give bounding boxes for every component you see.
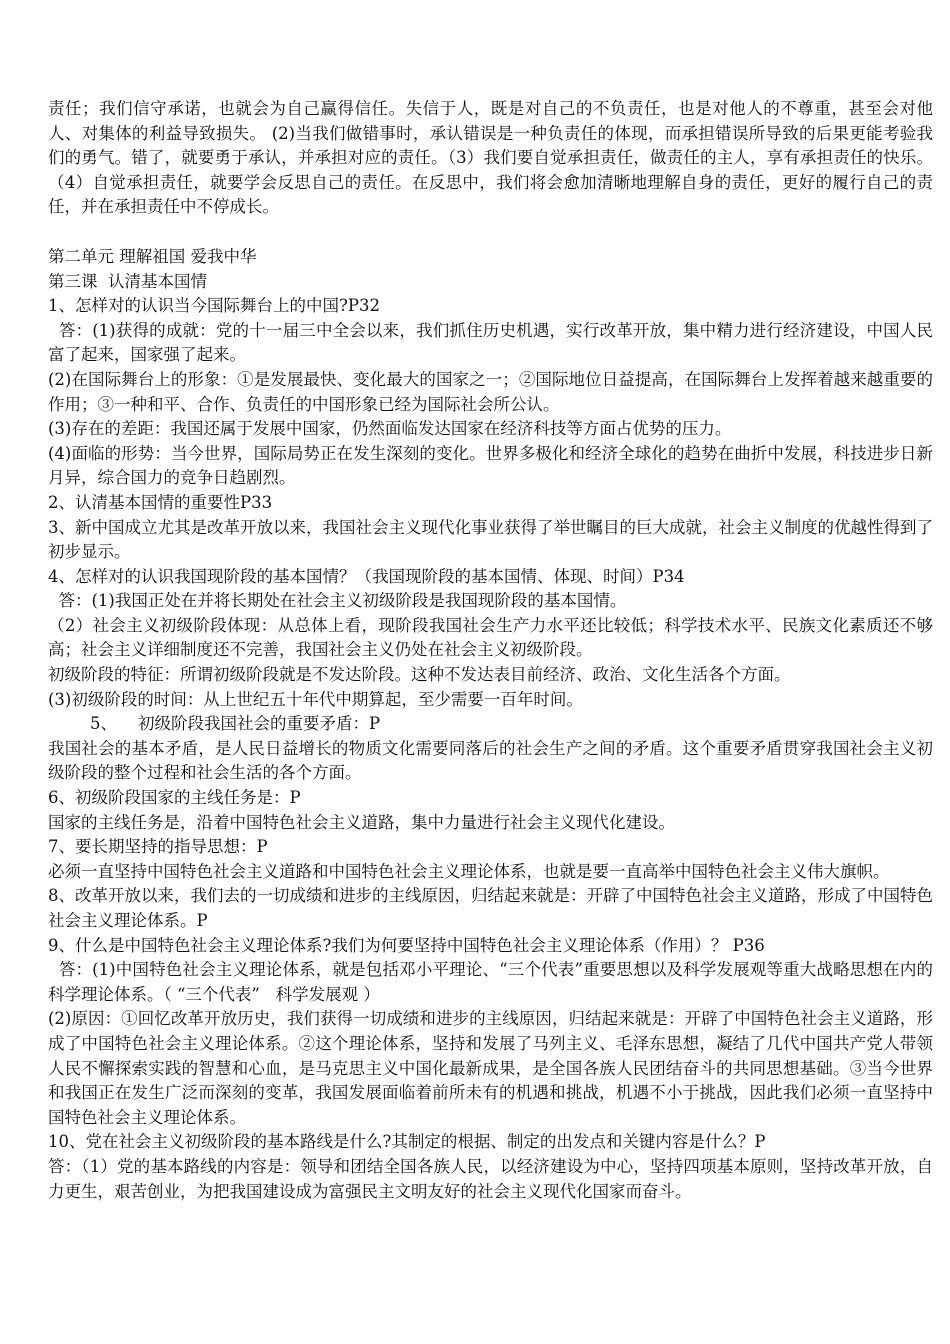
- answer-6: 国家的主线任务是，沿着中国特色社会主义道路，集中力量进行社会主义现代化建设。: [48, 812, 675, 832]
- question-7: 7、要长期坚持的指导思想：P: [48, 837, 268, 857]
- answer-1-part-1: 答：(1)获得的成就：党的十一届三中全会以来，我们抓住历史机遇，实行改革开放，集中精力进行经济建设，中国人民富了起来，国家强了起来。: [48, 320, 933, 365]
- question-3: 3、新中国成立尤其是改革开放以来，我国社会主义现代化事业获得了举世瞩目的巨大成就，社会主义制度的优越性得到了初步显示。: [48, 517, 933, 562]
- answer-1-part-3: (3)存在的差距：我国还属于发展中国家，仍然面临发达国家在经济科技等方面占优势的压力。: [48, 419, 732, 439]
- paragraph-responsibility: 责任；我们信守承诺，也就会为自己赢得信任。失信于人，既是对自己的不负责任，也是对他人的不尊重，甚至会对他人、对集体的利益导致损失。 (2)当我们做错事时，承认错误是一种负责任的体现，而承担错误所导致的后果更能考验我们的勇气。错了，就要勇于承认，并承担对应的责任。（3）我们要自觉承担责任，做责任的主人，享有承担责任的快乐。 （4）自觉承担责任，就要学会反思自己的责任。在反思中，我们将会愈加清晰地理解自身的责任，更好的履行自己的责任，并在承担责任中不停成长。: [48, 99, 949, 217]
- answer-4-feature: 初级阶段的特征：所谓初级阶段就是不发达阶段。这种不发达表目前经济、政治、文化生活各个方面。: [48, 665, 791, 685]
- question-1: 1、怎样对的认识当今国际舞台上的中国?P32: [48, 296, 380, 316]
- answer-4-part-2: （2）社会主义初级阶段体现：从总体上看，现阶段我国社会生产力水平还比较低；科学技术水平、民族文化素质还不够高；社会主义详细制度还不完善，我国社会主义仍处在社会主义初级阶段。: [48, 615, 933, 660]
- question-9: 9、什么是中国特色社会主义理论体系?我们为何要坚持中国特色社会主义理论体系（作用）？ P36: [48, 935, 765, 955]
- question-2: 2、认清基本国情的重要性P33: [48, 492, 273, 512]
- document-body: [48, 97, 949, 1204]
- unit-heading: 第二单元 理解祖国 爱我中华: [48, 246, 257, 266]
- answer-1-part-4: (4)面临的形势：当今世界，国际局势正在发生深刻的变化。世界多极化和经济全球化的趋势在曲折中发展，科技进步日新月异，综合国力的竞争日趋剧烈。: [48, 443, 933, 488]
- answer-5: 我国社会的基本矛盾，是人民日益增长的物质文化需要同落后的社会生产之间的矛盾。这个重要矛盾贯穿我国社会主义初级阶段的整个过程和社会生活的各个方面。: [48, 738, 933, 783]
- answer-4-part-1: 答：(1)我国正处在并将长期处在社会主义初级阶段是我国现阶段的基本国情。: [48, 591, 627, 611]
- question-6: 6、初级阶段国家的主线任务是：P: [48, 788, 301, 808]
- question-5: 5、 初级阶段我国社会的重要矛盾：P: [48, 714, 381, 734]
- question-10: 10、党在社会主义初级阶段的基本路线是什么?其制定的根据、制定的出发点和关键内容是什么？P: [48, 1132, 766, 1152]
- question-8: 8、改革开放以来，我们去的一切成绩和进步的主线原因，归结起来就是：开辟了中国特色社会主义道路，形成了中国特色社会主义理论体系。P: [48, 886, 933, 930]
- answer-4-part-3: (3)初级阶段的时间：从上世纪五十年代中期算起，至少需要一百年时间。: [48, 689, 583, 709]
- answer-10-part-1: 答：（1）党的基本路线的内容是：领导和团结全国各族人民，以经济建设为中心，坚持四项基本原则，坚持改革开放，自力更生，艰苦创业，为把我国建设成为富强民主文明友好的社会主义现代化国家而奋斗。: [48, 1156, 933, 1201]
- answer-1-part-2: (2)在国际舞台上的形象：①是发展最快、变化最大的国家之一；②国际地位日益提高，在国际舞台上发挥着越来越重要的作用；③一种和平、合作、负责任的中国形象已经为国际社会所公认。: [48, 369, 933, 414]
- answer-9-part-2: (2)原因：①回忆改革开放历史，我们获得一切成绩和进步的主线原因，归结起来就是：开辟了中国特色社会主义道路，形成了中国特色社会主义理论体系。②这个理论体系，坚持和发展了马列主义、毛泽东思想，凝结了几代中国共产党人带领人民不懈探索实践的智慧和心血，是马克思主义中国化最新成果，是全国各族人民团结奋斗的共同思想基础。③当今世界和我国正在发生广泛而深刻的变革，我国发展面临着前所未有的机遇和挑战，机遇不小于挑战，因此我们必须一直坚持中国特色社会主义理论体系。: [48, 1009, 933, 1127]
- lesson-heading: 第三课 认清基本国情: [48, 271, 207, 291]
- answer-7: 必须一直坚持中国特色社会主义道路和中国特色社会主义理论体系，也就是要一直高举中国特色社会主义伟大旗帜。: [48, 861, 890, 881]
- question-4: 4、怎样对的认识我国现阶段的基本国情？（我国现阶段的基本国情、体现、时间）P34: [48, 566, 685, 586]
- paragraph-spacer: [48, 220, 933, 245]
- answer-9-part-1: 答：(1)中国特色社会主义理论体系，就是包括邓小平理论、“三个代表”重要思想以及科学发展观等重大战略思想在内的科学理论体系。（ “三个代表” 科学发展观 ）: [48, 960, 933, 1004]
